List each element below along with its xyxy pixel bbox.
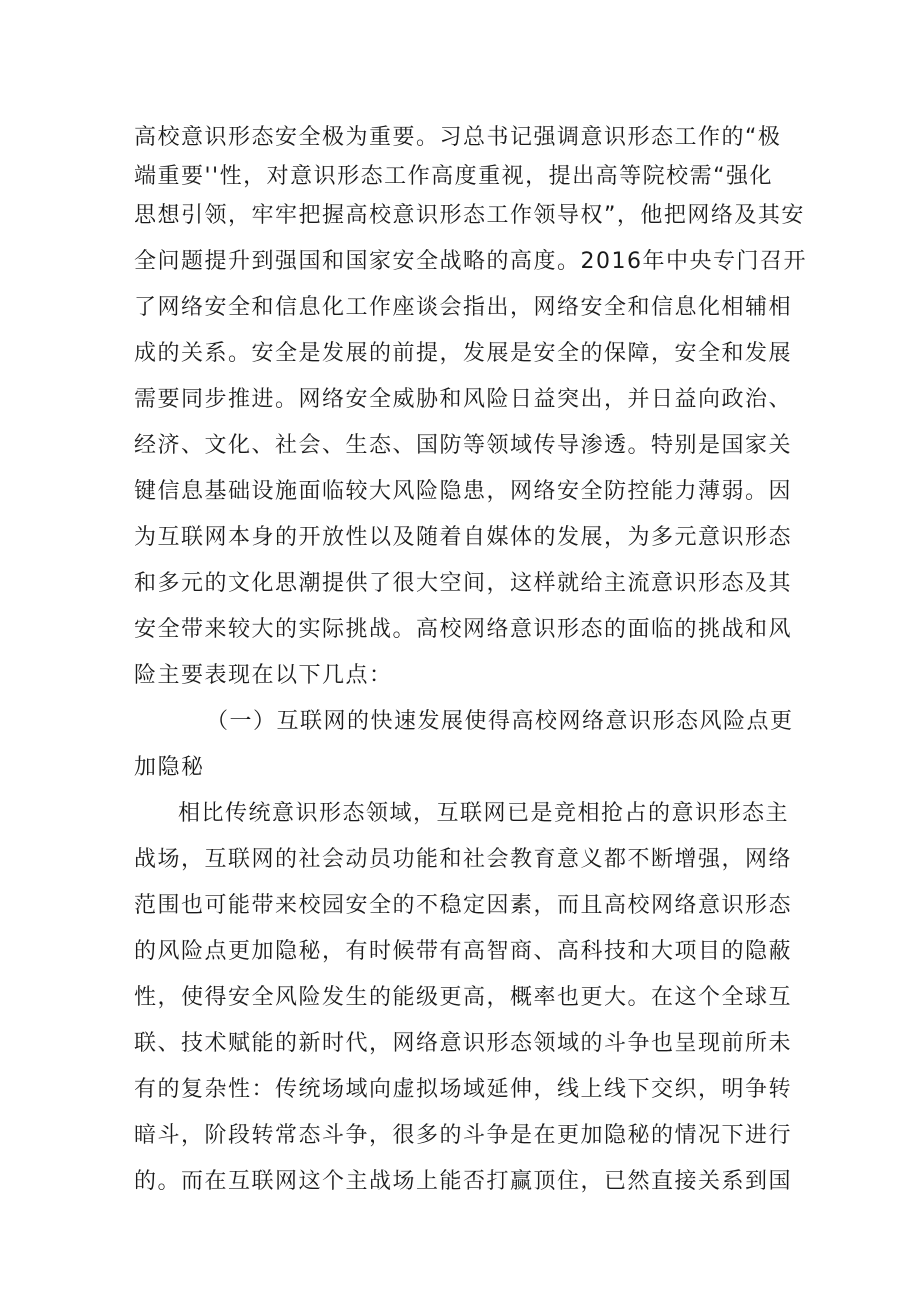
paragraph-line: 经济、文化、社会、生态、国防等领域传导渗透。特别是国家关 bbox=[134, 433, 793, 458]
paragraph-line: 端重要''性，对意识形态工作高度重视，提出高等院校需“强化 bbox=[134, 164, 773, 189]
paragraph-line: 的风险点更加隐秘，有时候带有高智商、高科技和大项目的隐蔽 bbox=[134, 939, 793, 964]
paragraph-line: 有的复杂性：传统场域向虚拟场域延伸，线上线下交织，明争转 bbox=[134, 1077, 793, 1102]
paragraph-line: 了网络安全和信息化工作座谈会指出，网络安全和信息化相辅相 bbox=[134, 295, 793, 320]
paragraph-line: 相比传统意识形态领域，互联网已是竞相抢占的意识形态主 bbox=[178, 801, 790, 826]
paragraph-line: 为互联网本身的开放性以及随着自媒体的发展，为多元意识形态 bbox=[134, 525, 793, 550]
paragraph-line: 暗斗，阶段转常态斗争，很多的斗争是在更加隐秘的情况下进行 bbox=[134, 1123, 793, 1148]
paragraph-line: 范围也可能带来校园安全的不稳定因素，而且高校网络意识形态 bbox=[134, 893, 793, 918]
paragraph-line: 键信息基础设施面临较大风险隐患，网络安全防控能力薄弱。因 bbox=[134, 479, 793, 504]
paragraph-line: 安全带来较大的实际挑战。高校网络意识形态的面临的挑战和风 bbox=[134, 617, 793, 642]
paragraph-line: 高校意识形态安全极为重要。习总书记强调意识形态工作的“极 bbox=[134, 125, 782, 150]
paragraph-line: 性，使得安全风险发生的能级更高，概率也更大。在这个全球互 bbox=[134, 985, 793, 1010]
paragraph-line: 全问题提升到强国和国家安全战略的高度。2016年中央专门召开 bbox=[134, 249, 807, 274]
paragraph-line: 战场，互联网的社会动员功能和社会教育意义都不断增强，网络 bbox=[134, 847, 793, 872]
paragraph-line: 联、技术赋能的新时代，网络意识形态领域的斗争也呈现前所未 bbox=[134, 1031, 793, 1056]
paragraph-line: 和多元的文化思潮提供了很大空间，这样就给主流意识形态及其 bbox=[134, 571, 793, 596]
section-heading: （一）互联网的快速发展使得高校网络意识形态风险点更 bbox=[206, 709, 794, 734]
paragraph-line: 需要同步推进。网络安全威胁和风险日益突出，并日益向政治、 bbox=[134, 387, 793, 412]
paragraph-line: 险主要表现在以下几点： bbox=[134, 663, 393, 688]
paragraph-line: 成的关系。安全是发展的前提，发展是安全的保障，安全和发展 bbox=[134, 341, 793, 366]
section-heading: 加隐秘 bbox=[134, 755, 205, 780]
paragraph-line: 的。而在互联网这个主战场上能否打赢顶住，已然直接关系到国 bbox=[134, 1169, 793, 1194]
paragraph-line: 思想引领，牢牢把握高校意识形态工作领导权”，他把网络及其安 bbox=[134, 203, 805, 228]
